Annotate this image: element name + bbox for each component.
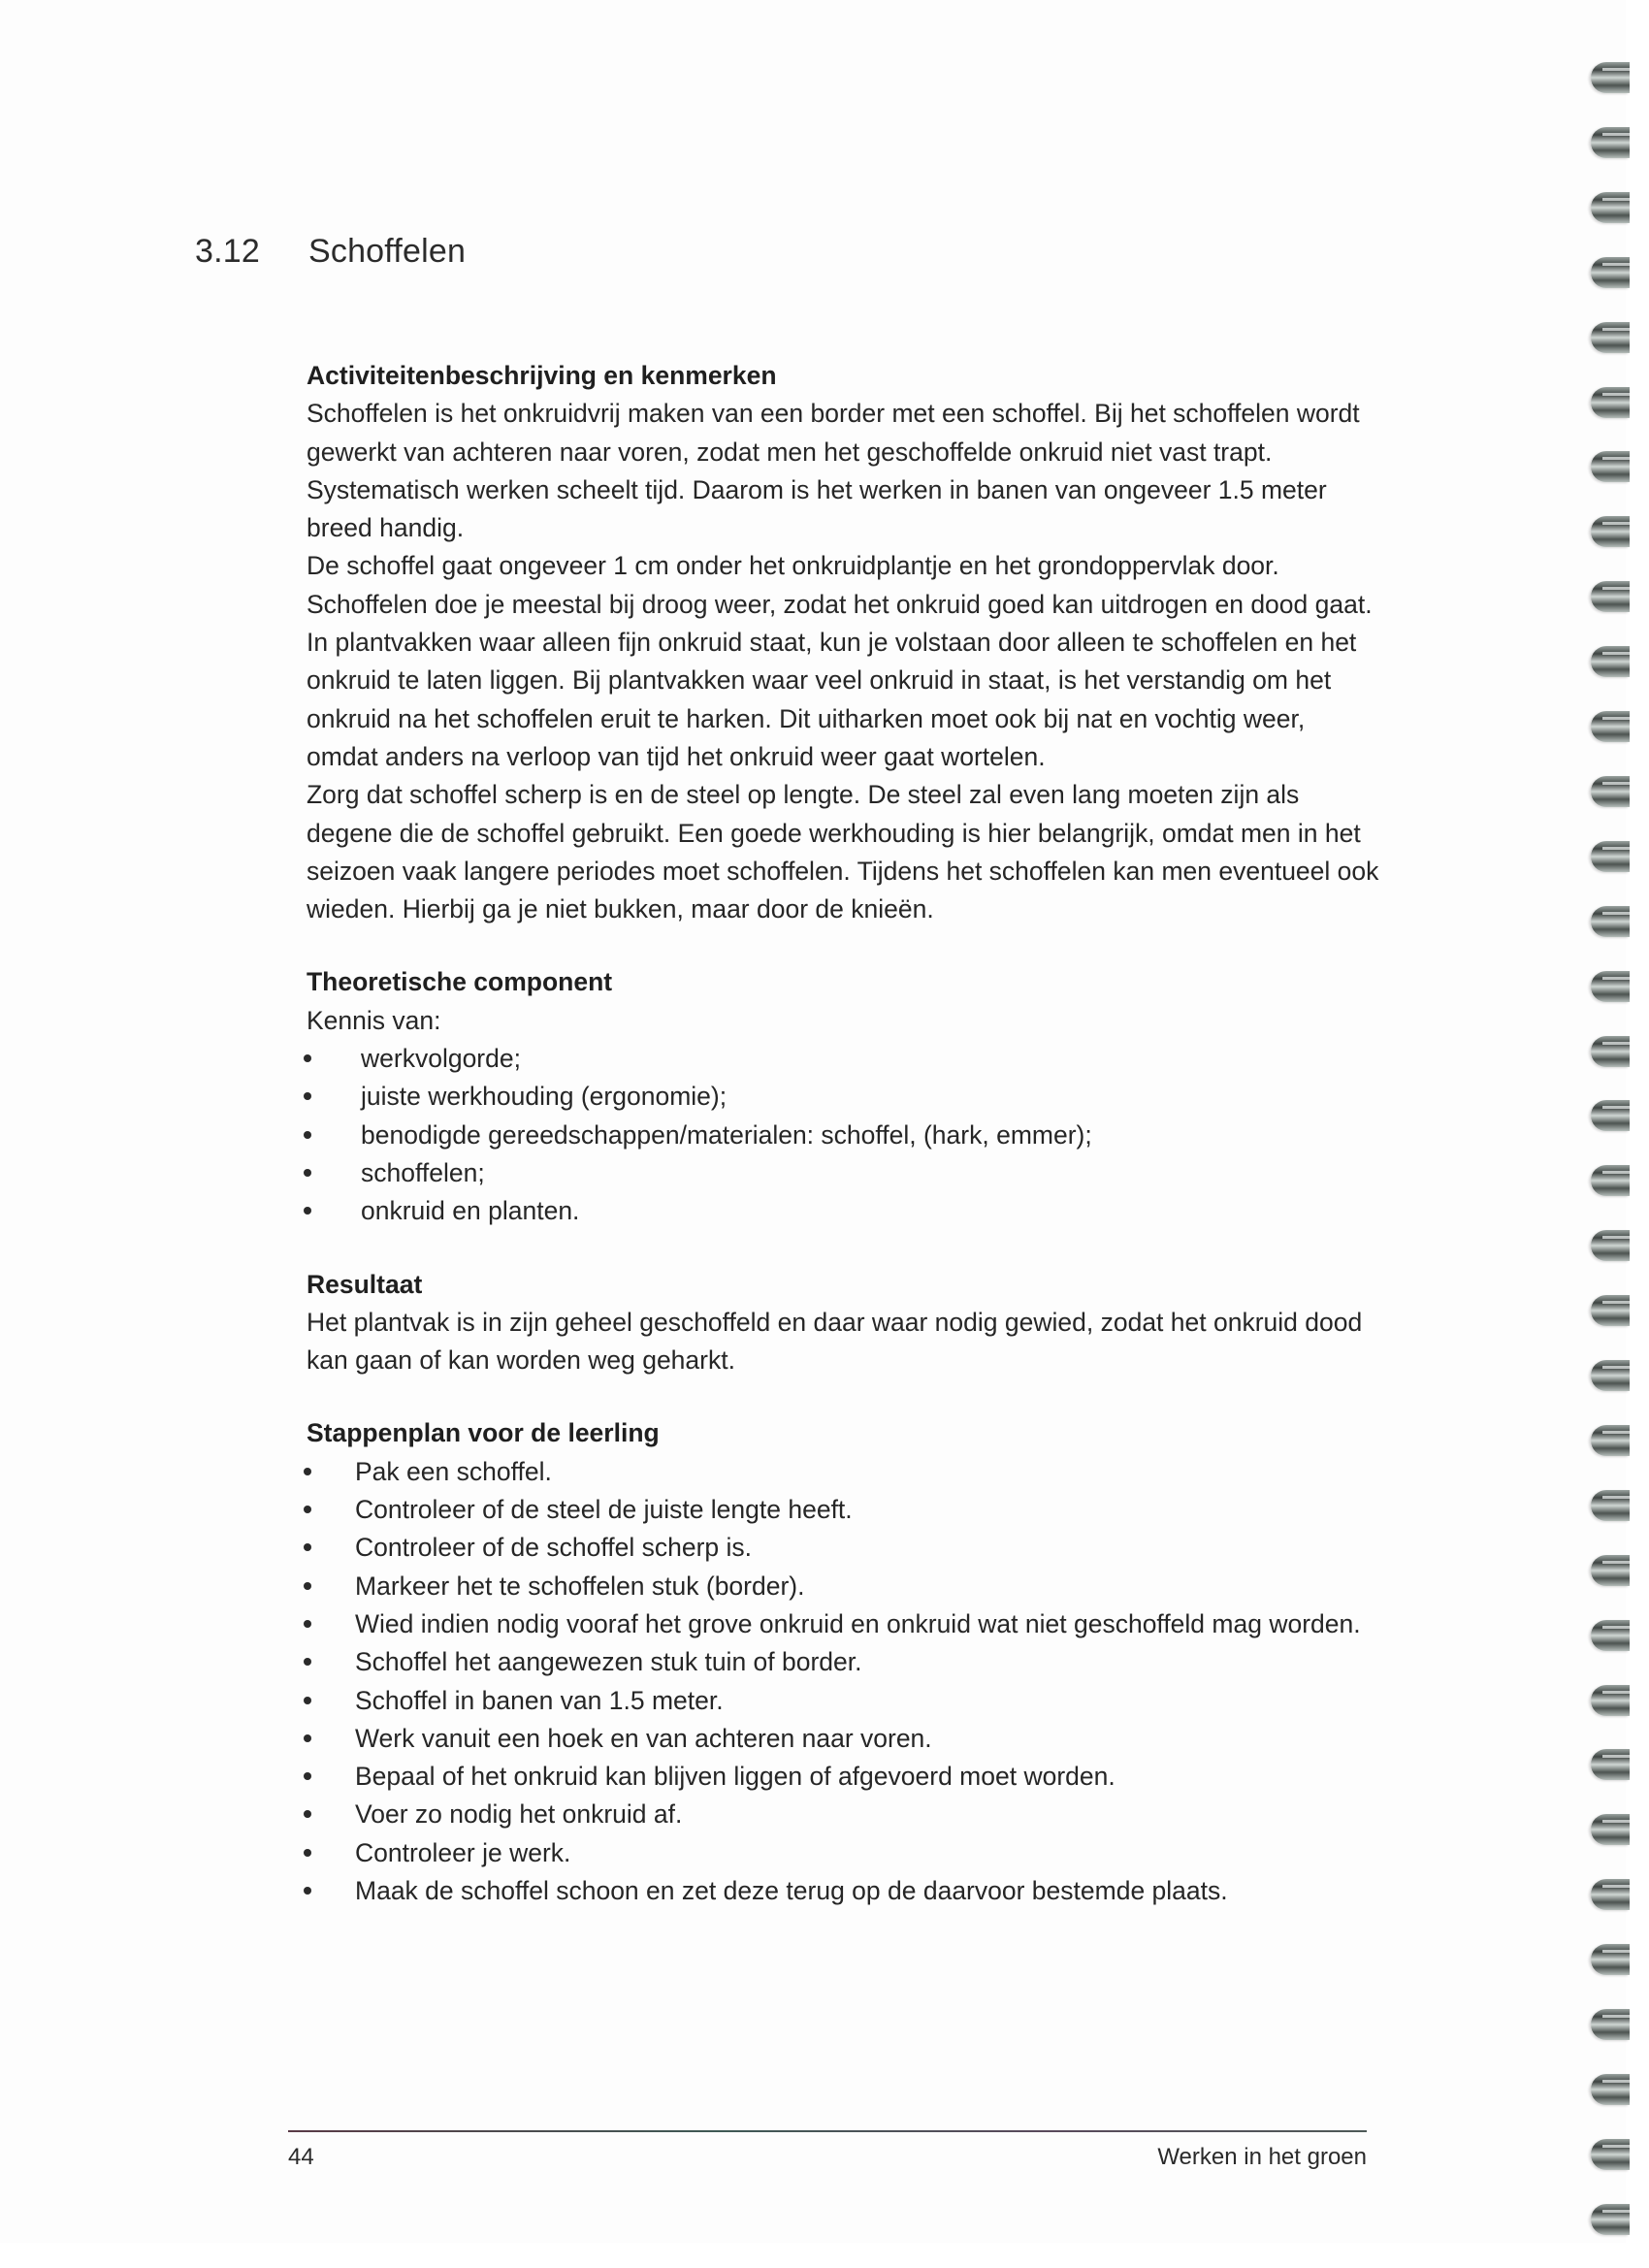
spiral-ring-icon: [1591, 2204, 1630, 2235]
bullet-icon: [304, 1849, 311, 1857]
spiral-ring-icon: [1591, 581, 1630, 612]
list-item-text: benodigde gereedschappen/materialen: schoffel, (hark, emmer);: [361, 1119, 1092, 1150]
list-item-text: Wied indien nodig vooraf het grove onkruid en onkruid wat niet geschoffeld mag worden.: [355, 1608, 1361, 1638]
paragraph: Schoffelen is het onkruidvrij maken van een border met een schoffel. Bij het schoffelen wordt gewerkt van achteren naar voren, zodat men het geschoffelde onkruid niet vast trapt. Systematisch werken scheelt tijd. Daarom is het werken in banen van ongeveer 1.5 meter breed handig.: [307, 399, 1360, 543]
bullet-icon: [304, 1054, 311, 1062]
spiral-ring-icon: [1591, 1295, 1630, 1326]
list-item-text: schoffelen;: [361, 1157, 485, 1187]
steps-list: [307, 1453, 1383, 1911]
spiral-ring-icon: [1591, 1230, 1630, 1261]
list-item: [307, 1605, 1383, 1643]
bullet-icon: [304, 1169, 311, 1177]
list-item: [307, 1682, 1383, 1720]
spiral-ring-icon: [1591, 2139, 1630, 2170]
spiral-ring-icon: [1591, 1749, 1630, 1780]
list-intro: Kennis van:: [307, 1005, 441, 1035]
spiral-ring-icon: [1591, 1165, 1630, 1196]
bullet-icon: [304, 1620, 311, 1628]
spiral-ring-icon: [1591, 776, 1630, 807]
bullet-icon: [304, 1131, 311, 1139]
spiral-ring-icon: [1591, 62, 1630, 93]
spiral-ring-icon: [1591, 1620, 1630, 1651]
spiral-ring-icon: [1591, 127, 1630, 158]
list-item-text: Voer zo nodig het onkruid af.: [355, 1799, 683, 1830]
list-item: [307, 1643, 1383, 1681]
section-heading: Activiteitenbeschrijving en kenmerken: [307, 361, 777, 390]
list-item: [307, 1078, 1383, 1116]
theory-list: [307, 1040, 1383, 1230]
list-item: [307, 1040, 1383, 1078]
list-item: [307, 1154, 1383, 1192]
list-item-text: werkvolgorde;: [361, 1044, 521, 1074]
spiral-ring-icon: [1591, 387, 1630, 418]
list-item: [307, 1192, 1383, 1230]
list-item-text: onkruid en planten.: [361, 1196, 580, 1226]
list-item: [307, 1796, 1383, 1833]
bullet-icon: [304, 1658, 311, 1666]
spiral-ring-icon: [1591, 971, 1630, 1002]
spiral-ring-icon: [1591, 2074, 1630, 2105]
spiral-ring-icon: [1591, 192, 1630, 223]
spiral-ring-icon: [1591, 516, 1630, 547]
list-item: [307, 1529, 1383, 1567]
spiral-ring-icon: [1591, 1685, 1630, 1716]
chapter-number: 3.12: [195, 233, 260, 270]
list-item: [307, 1453, 1383, 1491]
footer-divider: [288, 2130, 1367, 2132]
list-item: [307, 1872, 1383, 1910]
bullet-icon: [304, 1506, 311, 1513]
list-item-text: Controleer of de steel de juiste lengte heeft.: [355, 1495, 853, 1525]
spiral-ring-icon: [1591, 906, 1630, 937]
list-item: [307, 1834, 1383, 1872]
page-number: 44: [288, 2144, 314, 2170]
section-theory: [307, 963, 1383, 1230]
spiral-ring-icon: [1591, 1360, 1630, 1391]
running-footer-title: Werken in het groen: [1157, 2144, 1367, 2170]
spiral-ring-icon: [1591, 646, 1630, 677]
list-item-text: Controleer je werk.: [355, 1837, 571, 1867]
list-item-text: Bepaal of het onkruid kan blijven liggen of afgevoerd moet worden.: [355, 1762, 1116, 1792]
spiral-ring-icon: [1591, 257, 1630, 288]
list-item-text: Controleer of de schoffel scherp is.: [355, 1533, 753, 1563]
spiral-ring-icon: [1591, 1036, 1630, 1067]
list-item-text: Schoffel in banen van 1.5 meter.: [355, 1685, 724, 1715]
list-item-text: juiste werkhouding (ergonomie);: [361, 1082, 728, 1112]
spiral-ring-icon: [1591, 1100, 1630, 1131]
spiral-ring-icon: [1591, 2009, 1630, 2040]
bullet-icon: [304, 1468, 311, 1475]
list-item-text: Pak een schoffel.: [355, 1456, 552, 1486]
spiral-ring-icon: [1591, 1944, 1630, 1975]
section-activity: [307, 357, 1383, 928]
paragraph: De schoffel gaat ongeveer 1 cm onder het onkruidplantje en het grondoppervlak door. Schoffelen doe je meestal bij droog weer, zodat het onkruid goed kan uitdrogen en dood gaat.: [307, 551, 1373, 619]
list-item: [307, 1758, 1383, 1796]
list-item: [307, 1568, 1383, 1605]
spiral-ring-icon: [1591, 1425, 1630, 1456]
list-item: [307, 1491, 1383, 1529]
list-item-text: Werk vanuit een hoek en van achteren naar voren.: [355, 1723, 932, 1753]
spiral-ring-icon: [1591, 1814, 1630, 1845]
section-heading: Stappenplan voor de leerling: [307, 1418, 660, 1448]
section-result: [307, 1266, 1383, 1380]
bullet-icon: [304, 1734, 311, 1742]
paragraph: Zorg dat schoffel scherp is en de steel op lengte. De steel zal even lang moeten zijn als degene die de schoffel gebruikt. Een goede werkhouding is hier belangrijk, omdat men in het seizoen vaak langere periodes moet schoffelen. Tijdens het schoffelen kan men eventueel ook wieden. Hierbij ga je niet bukken, maar door de knieën.: [307, 780, 1379, 924]
spiral-ring-icon: [1591, 322, 1630, 353]
paragraph: Het plantvak is in zijn geheel geschoffeld en daar waar nodig gewied, zodat het onkruid dood kan gaan of kan worden weg geharkt.: [307, 1307, 1363, 1376]
bullet-icon: [304, 1887, 311, 1895]
bullet-icon: [304, 1810, 311, 1818]
bullet-icon: [304, 1092, 311, 1100]
spiral-binding: [1591, 0, 1649, 2268]
scan-margin-bottom: [0, 2243, 1649, 2268]
bullet-icon: [304, 1697, 311, 1704]
section-steps: [307, 1414, 1383, 1910]
list-item: [307, 1720, 1383, 1758]
list-item: [307, 1117, 1383, 1154]
spiral-ring-icon: [1591, 451, 1630, 482]
spiral-ring-icon: [1591, 1555, 1630, 1586]
spiral-ring-icon: [1591, 1490, 1630, 1521]
bullet-icon: [304, 1772, 311, 1780]
spiral-ring-icon: [1591, 1879, 1630, 1910]
section-heading: Resultaat: [307, 1269, 423, 1299]
list-item-text: Markeer het te schoffelen stuk (border).: [355, 1571, 805, 1601]
list-item-text: Schoffel het aangewezen stuk tuin of border.: [355, 1647, 862, 1677]
bullet-icon: [304, 1543, 311, 1551]
bullet-icon: [304, 1207, 311, 1215]
bullet-icon: [304, 1582, 311, 1590]
spiral-ring-icon: [1591, 841, 1630, 872]
spiral-ring-icon: [1591, 711, 1630, 742]
chapter-title: Schoffelen: [308, 233, 467, 270]
list-item-text: Maak de schoffel schoon en zet deze terug op de daarvoor bestemde plaats.: [355, 1875, 1228, 1905]
section-heading: Theoretische component: [307, 967, 613, 997]
paragraph: In plantvakken waar alleen fijn onkruid staat, kun je volstaan door alleen te schoffelen en het onkruid te laten liggen. Bij plantvakken waar veel onkruid in staat, is het verstandig om het onkruid na het schoffelen eruit te harken. Dit uitharken moet ook bij nat en vochtig weer, omdat anders na verloop van tijd het onkruid weer gaat wortelen.: [307, 628, 1357, 771]
page-content: [307, 357, 1383, 1945]
